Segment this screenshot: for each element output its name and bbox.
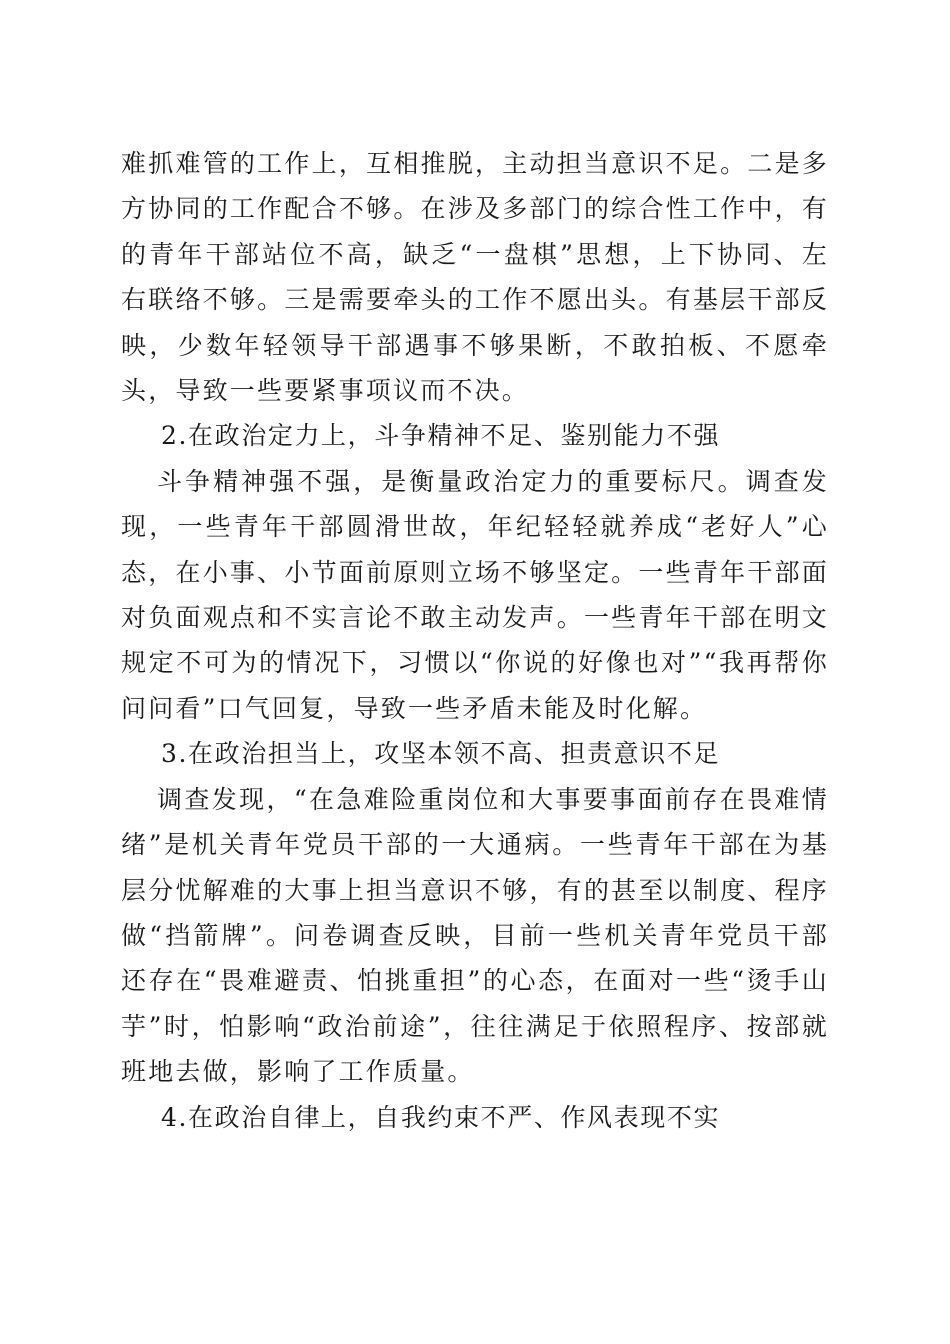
body-paragraph: 斗争精神强不强，是衡量政治定力的重要标尺。调查发现，一些青年干部圆滑世故，年纪轻轻就养成“老好人”心态，在小事、小节面前原则立场不够坚定。一些青年干部面对负面观点和不实言论不敢主动发声。一些青年干部在明文规定不可为的情况下，习惯以“你说的好像也对”“我再帮你问问看”口气回复，导致一些矛盾未能及时化解。	[121, 466, 829, 723]
document-body	[121, 141, 829, 1140]
section-heading: 3.在政治担当上，攻坚本领不高、担责意识不足	[161, 739, 721, 769]
body-paragraph: 调查发现，“在急难险重岗位和大事要事面前存在畏难情绪”是机关青年党员干部的一大通病。一些青年干部在为基层分忧解难的大事上担当意识不够，有的甚至以制度、程序做“挡箭牌”。问卷调查反映，目前一些机关青年党员干部还存在“畏难避责、怕挑重担”的心态，在面对一些“烫手山芋”时，怕影响“政治前途”，往往满足于依照程序、按部就班地去做，影响了工作质量。	[121, 784, 829, 1087]
body-paragraph: 难抓难管的工作上，互相推脱，主动担当意识不足。二是多方协同的工作配合不够。在涉及多部门的综合性工作中，有的青年干部站位不高，缺乏“一盘棋”思想，上下协同、左右联络不够。三是需要牵头的工作不愿出头。有基层干部反映，少数年轻领导干部遇事不够果断，不敢拍板、不愿牵头，导致一些要紧事项议而不决。	[121, 149, 829, 406]
section-heading: 2.在政治定力上，斗争精神不足、鉴别能力不强	[161, 421, 721, 451]
section-heading: 4.在政治自律上，自我约束不严、作风表现不实	[161, 1102, 721, 1132]
